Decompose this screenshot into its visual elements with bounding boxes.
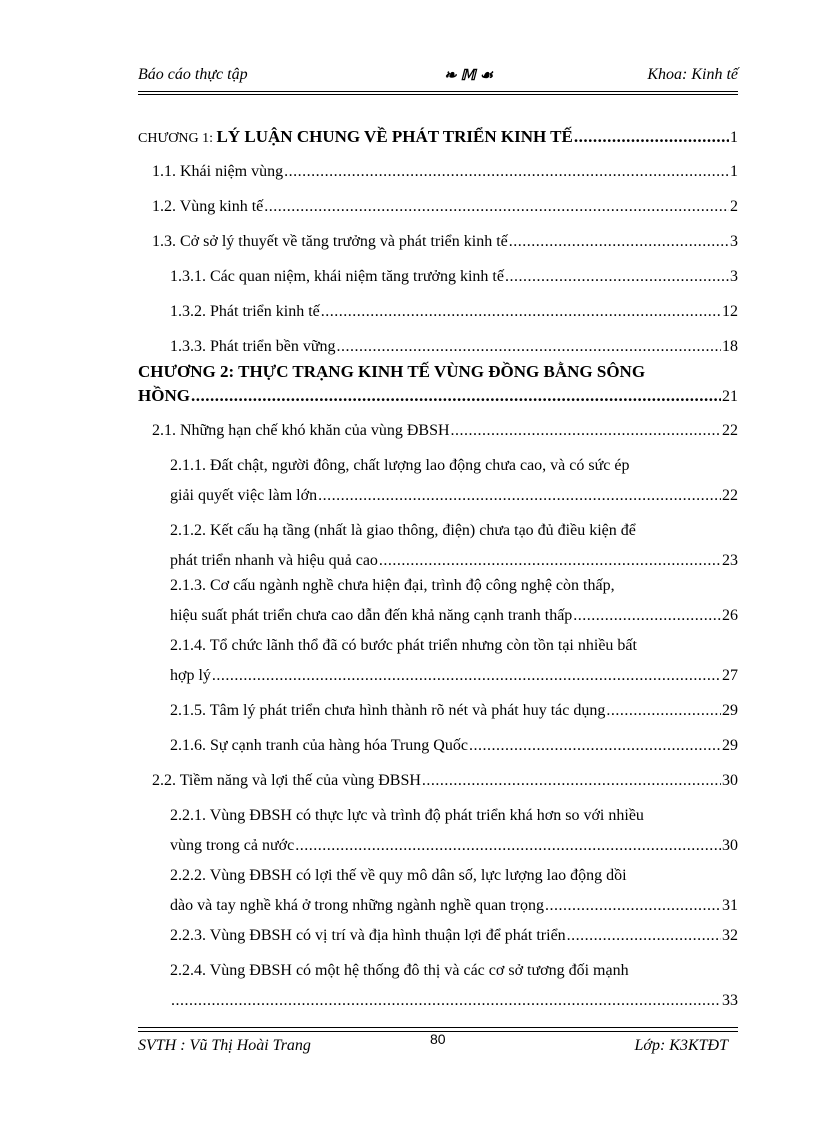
toc-entry-2-2-3[interactable] bbox=[138, 921, 738, 951]
footer-rule bbox=[138, 1027, 738, 1028]
header-faculty-label: Khoa: Kinh tế bbox=[647, 66, 738, 83]
toc-leader bbox=[337, 332, 721, 362]
toc-leader bbox=[469, 731, 721, 761]
toc-chapter-1[interactable] bbox=[138, 122, 738, 154]
toc-leader bbox=[545, 891, 721, 921]
toc-page-number: 26 bbox=[722, 607, 738, 624]
toc-leader bbox=[212, 661, 721, 691]
toc-leader bbox=[567, 921, 721, 951]
toc-leader bbox=[318, 481, 721, 511]
toc-entry-title-line1: 2.1.3. Cơ cấu ngành nghề chưa hiện đại, trình độ công nghệ còn thấp, bbox=[170, 577, 615, 594]
toc-leader bbox=[264, 192, 729, 222]
toc-entry-2-1-1[interactable] bbox=[138, 451, 738, 511]
toc-leader bbox=[171, 986, 721, 1016]
toc-leader bbox=[284, 157, 729, 187]
header-report-label: Báo cáo thực tập bbox=[138, 66, 248, 83]
toc-page-number: 23 bbox=[722, 552, 738, 569]
toc-entry-title-line2: phát triển nhanh và hiệu quả cao bbox=[170, 552, 378, 569]
toc-leader bbox=[422, 766, 721, 796]
header-ornament: ❧ 𝕄 ☙ bbox=[444, 68, 493, 84]
toc-entry-1-1[interactable] bbox=[138, 157, 738, 187]
toc-page-number: 2 bbox=[730, 198, 738, 215]
toc-entry-title-line2: giải quyết việc làm lớn bbox=[170, 487, 318, 504]
toc-entry-title-line2: HỒNG bbox=[138, 386, 190, 405]
header-rule-thin bbox=[138, 94, 738, 95]
toc-entry-2-1[interactable] bbox=[138, 416, 738, 446]
toc-chapter-2[interactable] bbox=[138, 360, 738, 409]
toc-page-number: 32 bbox=[722, 927, 738, 944]
toc-entry-title: 1.2. Vùng kinh tế bbox=[152, 198, 264, 215]
toc-entry-2-1-6[interactable] bbox=[138, 731, 738, 761]
toc-entry-title: 1.3. Cở sở lý thuyết về tăng trưởng và phát triển kinh tế bbox=[152, 233, 508, 250]
toc-entry-title-line1: 2.2.1. Vùng ĐBSH có thực lực và trình độ phát triển khá hơn so với nhiều bbox=[170, 807, 644, 824]
footer-class-label: Lớp: K3KTĐT bbox=[634, 1037, 728, 1054]
toc-page-number: 30 bbox=[722, 772, 738, 789]
toc-entry-title: 2.2. Tiềm năng và lợi thế của vùng ĐBSH bbox=[152, 772, 421, 789]
toc-page-number: 31 bbox=[722, 897, 738, 914]
toc-entry-title: 2.1. Những hạn chế khó khăn của vùng ĐBSH bbox=[152, 422, 450, 439]
toc-leader bbox=[505, 262, 729, 292]
toc-page-number: 29 bbox=[722, 737, 738, 754]
toc-leader bbox=[295, 831, 721, 861]
toc-page-number: 3 bbox=[730, 233, 738, 250]
footer-student-name: SVTH : Vũ Thị Hoài Trang bbox=[138, 1037, 311, 1054]
toc-leader bbox=[509, 227, 729, 257]
toc-entry-2-1-5[interactable] bbox=[138, 696, 738, 726]
toc-page-number: 33 bbox=[722, 992, 738, 1009]
toc-entry-1-2[interactable] bbox=[138, 192, 738, 222]
page-header bbox=[138, 66, 738, 88]
toc-leader bbox=[321, 297, 721, 327]
toc-entry-title: 2.1.5. Tâm lý phát triển chưa hình thành rõ nét và phát huy tác dụng bbox=[170, 702, 606, 719]
page-footer bbox=[138, 1031, 738, 1059]
toc-entry-title: 1.1. Khái niệm vùng bbox=[152, 163, 284, 180]
toc-leader bbox=[606, 696, 721, 726]
toc-entry-title: 1.3.1. Các quan niệm, khái niệm tăng trưởng kinh tế bbox=[170, 268, 504, 285]
toc-chapter-prefix: CHƯƠNG 1: bbox=[138, 131, 217, 146]
toc-leader bbox=[573, 601, 721, 631]
toc-entry-2-2[interactable] bbox=[138, 766, 738, 796]
toc-page-number: 3 bbox=[730, 268, 738, 285]
toc-leader bbox=[191, 384, 721, 408]
toc-entry-title-line2: dào và tay nghề khá ở trong những ngành nghề quan trọng bbox=[170, 897, 544, 914]
toc-entry-2-1-3[interactable] bbox=[138, 571, 738, 631]
toc-entry-title-line2: hiệu suất phát triển chưa cao dẫn đến khả năng cạnh tranh thấp bbox=[170, 607, 573, 624]
toc-leader bbox=[574, 122, 729, 152]
toc-entry-title-line1: 2.1.4. Tổ chức lãnh thổ đã có bước phát triển nhưng còn tồn tại nhiều bất bbox=[170, 637, 637, 654]
footer-page-number: 80 bbox=[430, 1031, 446, 1047]
toc-page-number: 27 bbox=[722, 667, 738, 684]
toc-page-number: 29 bbox=[722, 702, 738, 719]
toc-entry-title-line1: 2.1.1. Đất chật, người đông, chất lượng lao động chưa cao, và có sức ép bbox=[170, 457, 630, 474]
toc-entry-title-line1: CHƯƠNG 2: THỰC TRẠNG KINH TẾ VÙNG ĐỒNG BẰNG SÔNG bbox=[138, 362, 646, 381]
toc-leader bbox=[451, 416, 721, 446]
toc-entry-title-line1: 2.2.4. Vùng ĐBSH có một hệ thống đô thị và các cơ sở tương đối mạnh bbox=[170, 962, 629, 979]
header-rule bbox=[138, 91, 738, 92]
toc-entry-title-line2: vùng trong cả nước bbox=[170, 837, 295, 854]
toc-page-number: 18 bbox=[722, 338, 738, 355]
toc-page-number: 12 bbox=[722, 303, 738, 320]
toc-entry-title: 2.2.3. Vùng ĐBSH có vị trí và địa hình thuận lợi để phát triển bbox=[170, 927, 566, 944]
toc-entry-2-1-2[interactable] bbox=[138, 516, 738, 576]
toc-page-number: 1 bbox=[730, 129, 738, 146]
toc-entry-title-line1: 2.1.2. Kết cấu hạ tầng (nhất là giao thông, điện) chưa tạo đủ điều kiện để bbox=[170, 522, 636, 539]
toc-entry-1-3-1[interactable] bbox=[138, 262, 738, 292]
toc-entry-title: 1.3.2. Phát triển kinh tế bbox=[170, 303, 320, 320]
toc-page-number: 22 bbox=[722, 487, 738, 504]
toc-entry-title: 2.1.6. Sự cạnh tranh của hàng hóa Trung Quốc bbox=[170, 737, 468, 754]
toc-page-number: 21 bbox=[722, 388, 738, 405]
toc-entry-title: LÝ LUẬN CHUNG VỀ PHÁT TRIỂN KINH TẾ bbox=[216, 127, 573, 146]
toc-page-number: 30 bbox=[722, 837, 738, 854]
toc-entry-2-2-2[interactable] bbox=[138, 861, 738, 921]
toc-entry-2-2-4[interactable] bbox=[138, 956, 738, 1016]
toc-entry-2-2-1[interactable] bbox=[138, 801, 738, 861]
toc-entry-title-line1: 2.2.2. Vùng ĐBSH có lợi thế về quy mô dân số, lực lượng lao động dồi bbox=[170, 867, 627, 884]
toc-entry-title-line2: hợp lý bbox=[170, 667, 211, 684]
toc-page-number: 1 bbox=[730, 163, 738, 180]
toc-entry-title: 1.3.3. Phát triển bền vững bbox=[170, 338, 336, 355]
toc-entry-2-1-4[interactable] bbox=[138, 631, 738, 691]
toc-entry-1-3-3[interactable] bbox=[138, 332, 738, 362]
toc-page-number: 22 bbox=[722, 422, 738, 439]
toc-entry-1-3[interactable] bbox=[138, 227, 738, 257]
toc-entry-1-3-2[interactable] bbox=[138, 297, 738, 327]
